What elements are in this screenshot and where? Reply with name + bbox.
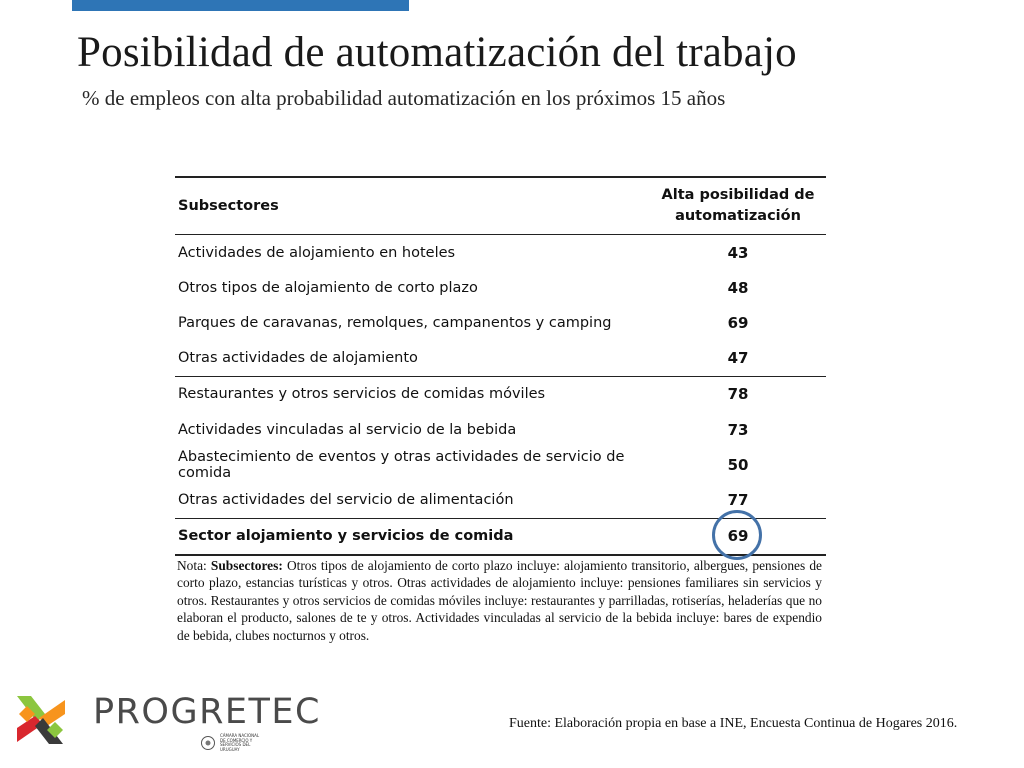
table-note <box>177 557 822 644</box>
progretec-wordmark: PROGRETEC <box>93 692 321 732</box>
chamber-line: URUGUAY <box>220 746 240 752</box>
row-value: 78 <box>727 385 749 404</box>
table-row <box>175 305 826 340</box>
table-row <box>175 270 826 305</box>
automation-table <box>175 176 826 556</box>
table-row <box>175 376 826 412</box>
table-row <box>175 235 826 271</box>
chamber-line: SERVICIOS DEL <box>220 742 251 748</box>
row-label: Parques de caravanas, remolques, campanentos y camping <box>178 314 612 331</box>
row-label: Abastecimiento de eventos y otras actividades de servicio de comida <box>178 448 625 481</box>
accent-bar <box>72 0 409 11</box>
row-value: 50 <box>727 455 749 474</box>
row-value: 43 <box>727 243 749 262</box>
row-value: 77 <box>650 482 826 518</box>
note-text: Otros tipos de alojamiento de corto plazo incluye: alojamiento transitorio, albergues, pensiones de corto plazo, estancias turísticas y otros. Otras actividades de alojamiento incluye: pensiones familiares sin servicios y otros. Restaurantes y otros servicios de comidas móviles incluye: restaurantes y parrilladas, rotiserías, heladerías que no elaboran el producto, salones de te y otros. Actividades vinculadas al servicio de la bebida incluye: bares de expendio de bebida, clubes nocturnos y otros. <box>177 558 822 643</box>
row-label: Actividades de alojamiento en hoteles <box>178 244 456 261</box>
header-subsectores: Subsectores <box>178 198 279 214</box>
note-bold-label: Subsectores: <box>210 558 283 573</box>
total-value-cell <box>650 518 826 555</box>
slide-subtitle: % de empleos con alta probabilidad automatización en los próximos 15 años <box>82 86 726 110</box>
slide-title: Posibilidad de automatización del trabajo <box>77 29 797 76</box>
table-row <box>175 341 826 377</box>
chamber-seal-icon <box>200 734 216 752</box>
chamber-text <box>220 734 259 752</box>
row-label: Otras actividades del servicio de alimentación <box>175 482 650 518</box>
row-label: Restaurantes y otros servicios de comidas móviles <box>178 386 546 403</box>
table-row <box>175 412 826 447</box>
header-value-line2: automatización <box>675 208 801 224</box>
row-value: 73 <box>727 420 749 439</box>
total-value-wrap <box>728 527 749 545</box>
row-label: Actividades vinculadas al servicio de la bebida <box>178 421 517 438</box>
total-row <box>175 518 826 555</box>
table-row <box>175 447 826 482</box>
header-alta-posibilidad <box>650 177 826 235</box>
chamber-line: DE COMERCIO Y <box>220 737 253 743</box>
highlight-circle <box>712 510 762 560</box>
total-value: 69 <box>727 527 749 546</box>
row-value: 47 <box>650 341 826 377</box>
progretec-mark-icon <box>12 692 70 748</box>
table-header-row <box>175 177 826 235</box>
row-label: Otros tipos de alojamiento de corto plazo <box>178 279 478 296</box>
header-value-line1: Alta posibilidad de <box>661 187 815 203</box>
row-label: Otras actividades de alojamiento <box>175 341 650 377</box>
progretec-logo <box>12 688 321 758</box>
total-label: Sector alojamiento y servicios de comida <box>175 518 650 555</box>
row-value: 48 <box>727 278 749 297</box>
source-note: Fuente: Elaboración propia en base a INE, Encuesta Continua de Hogares 2016. <box>509 716 958 731</box>
row-value: 69 <box>727 313 749 332</box>
chamber-line: CÁMARA NACIONAL <box>220 733 260 738</box>
note-prefix: Nota: <box>177 558 211 573</box>
